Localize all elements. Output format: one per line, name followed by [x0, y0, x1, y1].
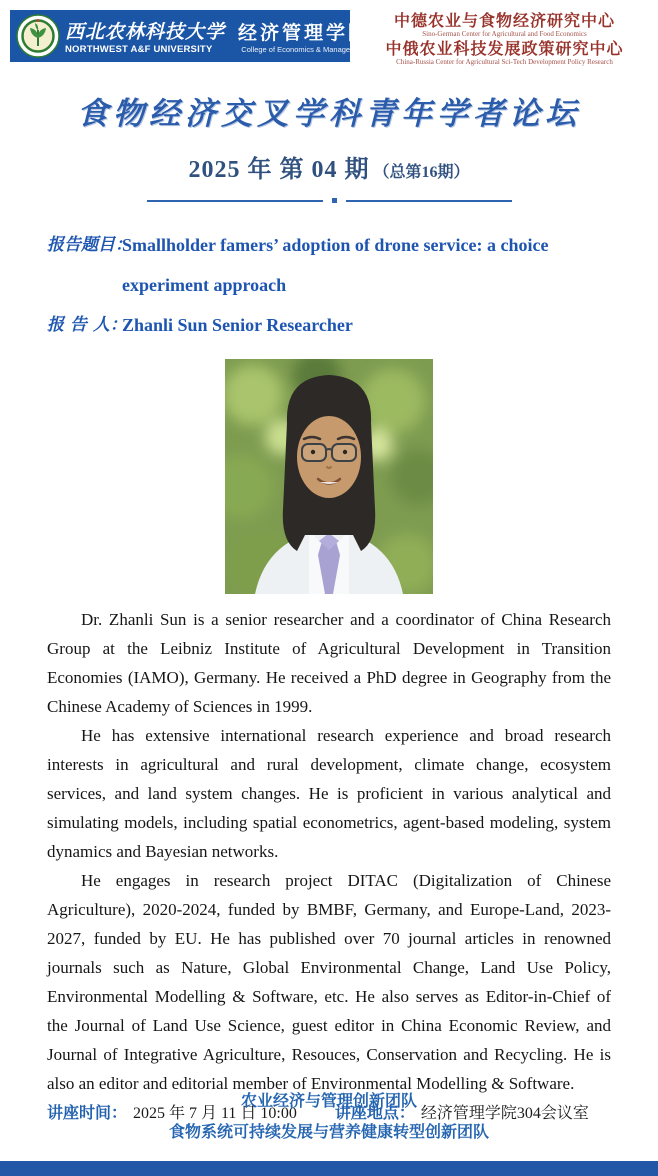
- research-centers-block: [350, 10, 650, 66]
- bio-paragraph-3: He engages in research project DITAC (Digitalization of Chinese Agriculture), 2020-2024, funded by BMBF, Germany, and Europe-Land, 2023-2027, funded by EU. He has published over 70 journal articles in renowned journals such as Nature, Global Environmental Change, Land Use Policy, Environmental Modelling & Software, etc. He also serves as Editor-in-Chief of the Journal of Land Use Science, guest editor in China Economic Review, and Journal of Integrative Agriculture, Resouces, Conservation and Recycling. He is also an editor and editorial member of Environmental Modelling & Software.: [47, 871, 611, 1093]
- bio-paragraph-1: Dr. Zhanli Sun is a senior researcher and a coordinator of China Research Group at the Leibniz Institute of Agricultural Development in Transition Economies (IAMO), Germany. He received a PhD degree in Geography from the Chinese Academy of Sciences in 1999.: [47, 610, 611, 716]
- university-name-block: [65, 17, 225, 55]
- report-topic-line2: experiment approach: [122, 275, 287, 295]
- lecture-time-label: 讲座时间：: [47, 1105, 128, 1122]
- forum-title: 食物经济交叉学科青年学者论坛: [77, 96, 581, 132]
- header: [10, 10, 650, 66]
- university-name-cn: 西北农林科技大学: [65, 21, 226, 43]
- bio-paragraph-2: He has extensive international research experience and broad research interests in agricultural and rural development, climate change, ecosystem services, and land system changes. He is proficient in various analytical and simulating models, including spatial econometrics, agent-based modeling, system dynamics and Bayesian networks.: [47, 726, 611, 861]
- report-topic-text: [122, 225, 548, 305]
- lecture-place-value: 经济管理学院304会议室: [420, 1105, 589, 1122]
- lecture-time-value: 2025 年 7 月 11 日 10:00: [133, 1105, 297, 1122]
- university-logo-icon: [16, 14, 60, 58]
- report-speaker-label: 报 告 人：: [47, 315, 127, 335]
- divider-line-right: [346, 200, 512, 202]
- college-name-cn: 经济管理学院: [238, 23, 371, 44]
- issue-line: [0, 149, 658, 184]
- bottom-bar: [0, 1161, 658, 1176]
- team-line-2: 食物系统可持续发展与营养健康转型创新团队: [168, 1124, 489, 1141]
- report-block: [47, 225, 611, 345]
- report-speaker-name: Zhanli Sun Senior Researcher: [122, 315, 353, 335]
- university-banner: [10, 10, 371, 62]
- report-topic-row: [47, 225, 611, 305]
- title-divider: [0, 198, 658, 203]
- lecture-place-label: 讲座地点：: [334, 1105, 415, 1122]
- issue-total-note: （总第16期）: [373, 164, 470, 181]
- speaker-bio: [47, 605, 611, 1098]
- speaker-photo: [225, 359, 433, 594]
- footer-teams: [0, 1086, 658, 1148]
- university-name-en: NORTHWEST A&F UNIVERSITY: [65, 44, 213, 55]
- issue-number: 2025 年 第 04 期: [188, 157, 370, 183]
- report-topic-label: 报告题目：: [47, 235, 132, 255]
- center2-name-cn: 中俄农业科技发展政策研究中心: [385, 39, 624, 58]
- divider-dot: [332, 198, 337, 203]
- team-line-1: 农业经济与管理创新团队: [240, 1093, 417, 1110]
- report-topic-line1: Smallholder famers’ adoption of drone service: a choice: [122, 235, 549, 255]
- center2-name-en: China-Russia Center for Agricultural Sci-Tech Development Policy Research: [396, 58, 613, 66]
- divider-line-left: [147, 200, 323, 202]
- college-name-en: College of Economics & Management: [241, 45, 367, 54]
- report-speaker-row: [47, 305, 611, 345]
- center1-name-en: Sino-German Center for Agricultural and Food Economics: [422, 30, 587, 38]
- photo-wrap: [0, 359, 658, 599]
- center1-name-cn: 中德农业与食物经济研究中心: [393, 11, 615, 30]
